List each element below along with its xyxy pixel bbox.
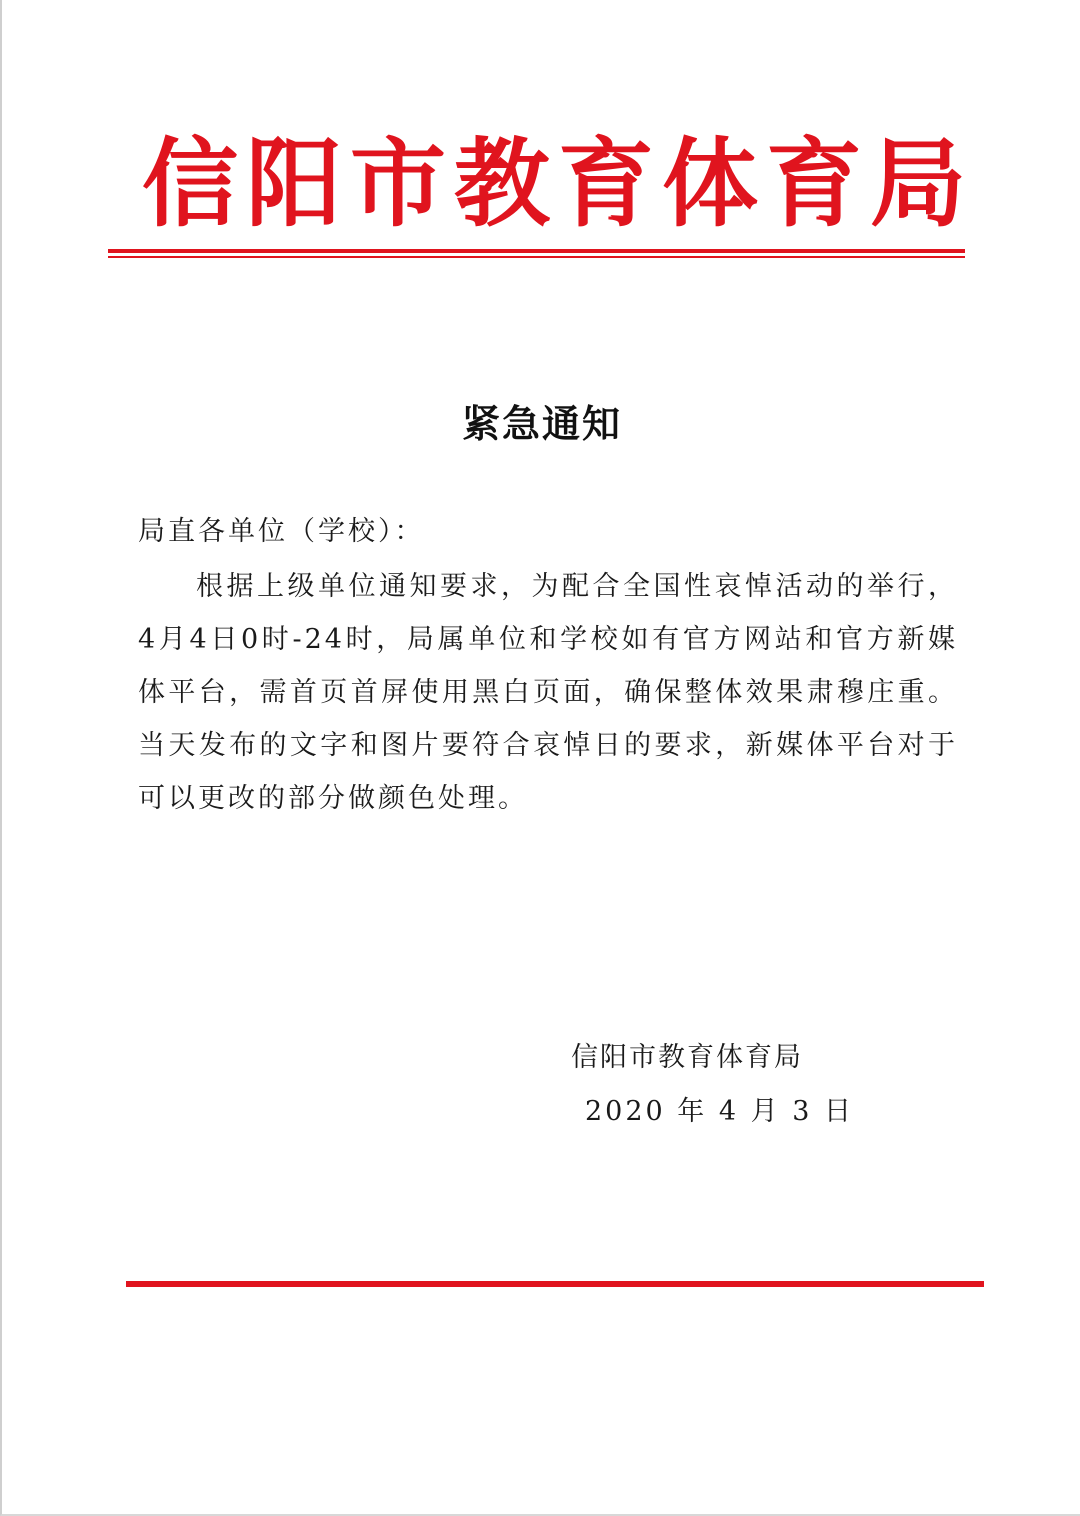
header-rule-thin xyxy=(108,256,965,258)
signature-org: 信阳市教育体育局 xyxy=(571,1042,803,1073)
body-paragraph: 根据上级单位通知要求，为配合全国性哀悼活动的举行，4月4日0时-24时，局属单位和学校如有官方网站和官方新媒体平台，需首页首屏使用黑白页面，确保整体效果肃穆庄重。当天发布的文字和图片要符合哀悼日的要求，新媒体平台对于可以更改的部分做颜色处理。 xyxy=(138,571,958,814)
salutation: 局直各单位（学校）： xyxy=(138,516,425,547)
document-header-org: 信阳市教育体育局 xyxy=(142,127,974,240)
notice-title: 紧急通知 xyxy=(461,402,622,446)
footer-rule xyxy=(126,1281,984,1287)
signature-date: 2020 年 4 月 3 日 xyxy=(585,1096,854,1127)
header-rule-thick xyxy=(108,249,965,253)
